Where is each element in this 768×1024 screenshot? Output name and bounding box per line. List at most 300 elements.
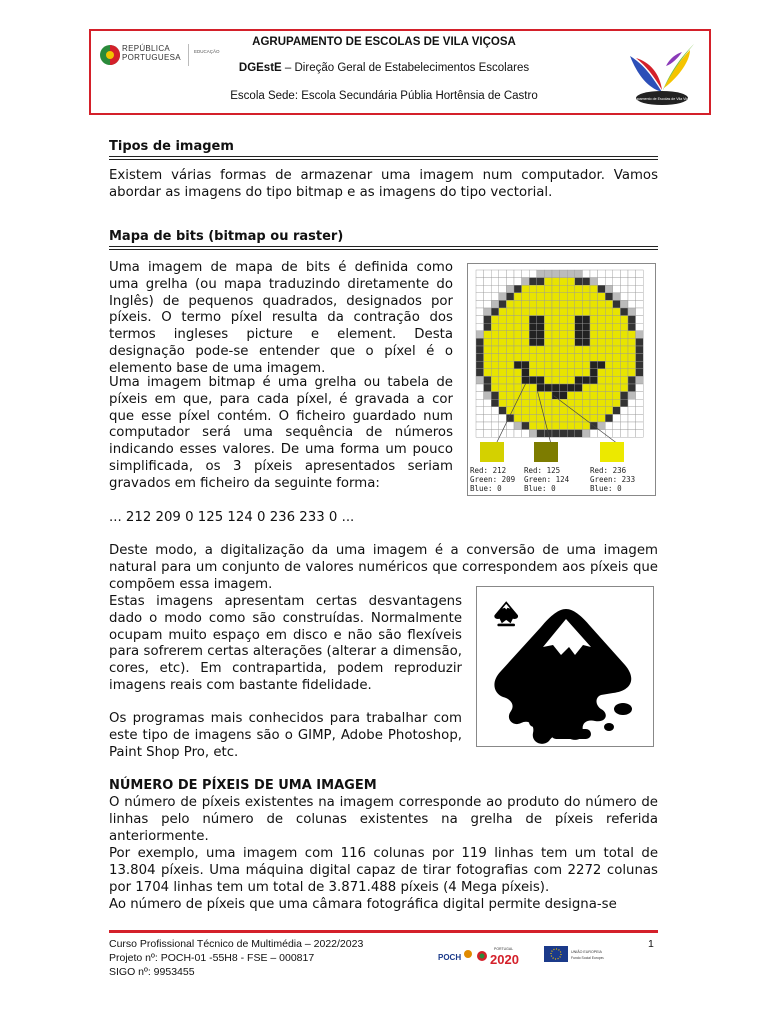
pixel-cell (552, 407, 560, 415)
pixel-cell (544, 399, 552, 407)
disadvantages-paragraph: Estas imagens apresentam certas desvantagens dado o modo como são construídas. Normalmente ocupam muito espaço em disco e não são flexíveis para sofrerem certas alterações (alterar a dimensão, cores, etc). Em contrapartida, podem reproduzir imagens reais com bastante fidelidade. (109, 594, 462, 693)
pixel-cell (514, 407, 522, 415)
pixel-cell (537, 361, 545, 369)
pixel-cell (522, 361, 530, 369)
pixel-cell (575, 354, 583, 362)
pixel-cell (567, 422, 575, 430)
pixel-cell (636, 399, 644, 407)
pixel-cell (529, 316, 537, 324)
pixel-cell (552, 270, 560, 278)
pixel-cell (605, 278, 613, 286)
pixel-cell (590, 369, 598, 377)
pixel-cell (598, 422, 606, 430)
pixel-cell (491, 331, 499, 339)
programs-paragraph: Os programas mais conhecidos para trabalhar com este tipo de imagens são o GIMP, Adobe Photoshop, Paint Shop Pro, etc. (109, 711, 462, 760)
pixel-cell (567, 300, 575, 308)
org-school: Escola Sede: Escola Secundária Públia Hortênsia de Castro (230, 90, 538, 102)
pixel-cell (605, 293, 613, 301)
pixel-cell (560, 392, 568, 400)
pixel-cell (544, 369, 552, 377)
pixel-cell (522, 278, 530, 286)
pixel-cell (628, 285, 636, 293)
pixel-cell (552, 414, 560, 422)
pixel-cell (605, 414, 613, 422)
pixel-cell (514, 361, 522, 369)
pixel-cell (590, 376, 598, 384)
pixel-cell (582, 338, 590, 346)
portugal2020-logo (477, 947, 519, 967)
pixel-cell (613, 414, 621, 422)
pixel-cell (522, 407, 530, 415)
pixel-cell (522, 384, 530, 392)
pixel-cell (575, 392, 583, 400)
pixel-cell (514, 376, 522, 384)
pixel-cell (529, 369, 537, 377)
pixel-cell (560, 430, 568, 438)
pixel-cell (491, 316, 499, 324)
eu-flag-icon (544, 946, 568, 962)
pixel-cell (537, 270, 545, 278)
pixel-cell (544, 308, 552, 316)
pixel-cell (514, 338, 522, 346)
pixel-cell (582, 376, 590, 384)
pixel-cell (529, 414, 537, 422)
pixel-cell (514, 323, 522, 331)
pixel-cell (582, 300, 590, 308)
pixel-cell (506, 422, 514, 430)
pixel-cell (605, 361, 613, 369)
pixel-cell (491, 270, 499, 278)
pixel-cell (522, 376, 530, 384)
pixel-cell (567, 331, 575, 339)
section-rule (109, 246, 658, 250)
pixel-cell (529, 300, 537, 308)
pixel-sample-blue: Blue: 0 (524, 484, 556, 493)
pixel-cell (620, 399, 628, 407)
pixel-cell (476, 369, 484, 377)
pixel-cell (590, 278, 598, 286)
page-number: 1 (648, 938, 654, 950)
pixel-cell (484, 354, 492, 362)
pixel-cell (582, 407, 590, 415)
org-dept-acronym: DGEstE (238, 62, 282, 74)
pixel-cell (529, 278, 537, 286)
pixel-cell (514, 354, 522, 362)
pixel-cell (522, 300, 530, 308)
pixel-cell (567, 293, 575, 301)
pixel-cell (620, 300, 628, 308)
pixel-cell (476, 399, 484, 407)
pixel-cell (499, 331, 507, 339)
pixel-cell (499, 285, 507, 293)
pixel-cell (491, 369, 499, 377)
pixel-cell (544, 331, 552, 339)
pixel-cell (598, 361, 606, 369)
pixel-cell (575, 384, 583, 392)
section-title-bitmap: Mapa de bits (bitmap ou raster) (109, 229, 344, 244)
pixel-cell (575, 331, 583, 339)
pixel-cell (636, 376, 644, 384)
pixel-cell (598, 407, 606, 415)
pixel-cell (506, 300, 514, 308)
pixel-cell (590, 361, 598, 369)
pixel-cell (552, 346, 560, 354)
pixel-cell (613, 430, 621, 438)
pixel-cell (537, 285, 545, 293)
pixel-cell (514, 414, 522, 422)
pixel-cell (522, 414, 530, 422)
pixel-cell (537, 346, 545, 354)
pixel-cell (613, 384, 621, 392)
pixel-cell (628, 361, 636, 369)
pixel-cell (560, 414, 568, 422)
pixel-cell (537, 323, 545, 331)
pixel-cell (575, 430, 583, 438)
pixel-cell (491, 323, 499, 331)
org-name: AGRUPAMENTO DE ESCOLAS DE VILA VIÇOSA (252, 36, 516, 48)
pixel-cell (537, 422, 545, 430)
pixel-cell (620, 331, 628, 339)
pixel-cell (636, 407, 644, 415)
pixel-cell (499, 354, 507, 362)
pixel-cell (636, 346, 644, 354)
pixel-cell (529, 331, 537, 339)
pixel-cell (582, 392, 590, 400)
pixel-cell (567, 354, 575, 362)
eu-label: UNIÃO EUROPEIA (571, 950, 602, 954)
pixel-cell (605, 422, 613, 430)
pixel-cell (476, 316, 484, 324)
pixel-cell (484, 316, 492, 324)
pixel-cell (620, 369, 628, 377)
republic-logo-line1: REPÚBLICA (122, 44, 171, 53)
pixel-cell (544, 270, 552, 278)
pixel-cell (537, 414, 545, 422)
pixel-cell (598, 384, 606, 392)
pixel-cell (582, 316, 590, 324)
pixel-cell (628, 384, 636, 392)
pixel-cell (529, 354, 537, 362)
pixel-cell (567, 308, 575, 316)
pixel-cell (499, 392, 507, 400)
pixel-cell (506, 376, 514, 384)
pixel-cell (491, 346, 499, 354)
pixel-cell (598, 308, 606, 316)
pixel-cell (544, 278, 552, 286)
pixel-cell (567, 270, 575, 278)
pixel-cell (552, 422, 560, 430)
pixel-cell (491, 422, 499, 430)
pixel-cell (491, 414, 499, 422)
pixel-cell (636, 384, 644, 392)
pixel-cell (567, 338, 575, 346)
pixel-cell (620, 323, 628, 331)
pixel-cell (575, 308, 583, 316)
pixel-cell (476, 361, 484, 369)
section-rule (109, 156, 658, 160)
pixel-cell (506, 323, 514, 331)
pixel-cell (613, 270, 621, 278)
pixel-cell (567, 392, 575, 400)
pixel-cell (529, 422, 537, 430)
pixel-cell (636, 316, 644, 324)
pixel-cell (590, 384, 598, 392)
pixel-cell (506, 338, 514, 346)
pixel-cell (575, 414, 583, 422)
section-title-num-pixels: NÚMERO DE PÍXEIS DE UMA IMAGEM (109, 778, 377, 793)
pixel-cell (620, 392, 628, 400)
pixel-cell (598, 270, 606, 278)
pixel-cell (552, 300, 560, 308)
pixel-cell (506, 384, 514, 392)
pixel-cell (499, 323, 507, 331)
pixel-cell (567, 278, 575, 286)
pixel-cell (484, 293, 492, 301)
pixel-cell (514, 384, 522, 392)
pixel-cell (598, 354, 606, 362)
pixel-cell (552, 384, 560, 392)
pixel-example-paragraph: Por exemplo, uma imagem com 116 colunas por 119 linhas tem um total de 13.804 píxeis. Uma máquina digital capaz de tirar fotografias com 2272 colunas por 1704 linhas tem um total de 3.871.488 píxeis (4 Mega píxeis). (109, 846, 658, 895)
pixel-cell (598, 316, 606, 324)
pixel-cell (514, 285, 522, 293)
pixel-cell (484, 323, 492, 331)
pixel-cell (605, 338, 613, 346)
pixel-cell (491, 285, 499, 293)
pixel-cell (491, 308, 499, 316)
pixel-cell (514, 422, 522, 430)
pixel-cell (620, 316, 628, 324)
pixel-cell (544, 376, 552, 384)
pixel-cell (537, 308, 545, 316)
pixel-cell (499, 369, 507, 377)
pixel-cell (636, 293, 644, 301)
republic-logo-line2: PORTUGUESA (122, 53, 181, 62)
pixel-cell (636, 361, 644, 369)
pixel-cell (582, 331, 590, 339)
pixel-cell (514, 392, 522, 400)
pixel-cell (636, 270, 644, 278)
pixel-cell (636, 414, 644, 422)
pixel-cell (529, 392, 537, 400)
pixel-cell (476, 376, 484, 384)
pixel-cell (620, 407, 628, 415)
intro-paragraph: Existem várias formas de armazenar uma imagem num computador. Vamos abordar as imagens do tipo bitmap e as imagens do tipo vectorial. (109, 168, 658, 200)
pixel-cell (598, 369, 606, 377)
pixel-sample-blue: Blue: 0 (470, 484, 502, 493)
pixel-cell (537, 278, 545, 286)
bitmap-smiley-figure (467, 263, 656, 496)
pixel-cell (522, 392, 530, 400)
pixel-cell (529, 338, 537, 346)
pixel-cell (544, 354, 552, 362)
pixel-cell (560, 300, 568, 308)
pixel-cell (590, 316, 598, 324)
pixel-cell (567, 285, 575, 293)
pixel-cell (620, 376, 628, 384)
pixel-sample-red: Red: 212 (470, 466, 507, 475)
pixel-cell (552, 354, 560, 362)
pixel-cell (499, 414, 507, 422)
pixel-cell (499, 308, 507, 316)
pixel-cell (613, 361, 621, 369)
bitmap-storage-paragraph: Uma imagem bitmap é uma grelha ou tabela de píxeis em que, para cada píxel, é gravada a cor que esse píxel contém. O ficheiro guardado num computador será uma sequência de números indicando esses valores. De uma forma um pouco simplificada, os 3 píxeis apresentados seriam gravados em ficheiro da seguinte forma: (109, 375, 453, 491)
pixel-cell (484, 278, 492, 286)
pixel-cell (529, 270, 537, 278)
pixel-cell (560, 338, 568, 346)
pixel-cell (567, 361, 575, 369)
pixel-cell (506, 430, 514, 438)
pixel-cell (544, 392, 552, 400)
pixel-cell (567, 399, 575, 407)
pixel-sample-swatch (600, 442, 624, 462)
pixel-cell (491, 376, 499, 384)
pixel-cell (544, 293, 552, 301)
pixel-cell (605, 430, 613, 438)
pixel-cell (506, 346, 514, 354)
pixel-sample-red: Red: 236 (590, 466, 627, 475)
pixel-cell (620, 285, 628, 293)
pixel-cell (506, 361, 514, 369)
pixel-cell (575, 422, 583, 430)
pixel-cell (590, 430, 598, 438)
pixel-cell (560, 308, 568, 316)
pixel-cell (590, 293, 598, 301)
pixel-cell (499, 346, 507, 354)
pixel-cell (544, 338, 552, 346)
pixel-cell (544, 300, 552, 308)
pixel-cell (582, 278, 590, 286)
pixel-cell (560, 331, 568, 339)
pixel-cell (514, 316, 522, 324)
pixel-cell (628, 278, 636, 286)
pixel-cell (476, 278, 484, 286)
pixel-cell (620, 270, 628, 278)
pixel-cell (613, 422, 621, 430)
pixel-cell (582, 308, 590, 316)
pixel-cell (537, 338, 545, 346)
pixel-cell (506, 308, 514, 316)
pixel-cell (590, 331, 598, 339)
pixel-cell (582, 323, 590, 331)
pixel-sample-swatch (480, 442, 504, 462)
pixel-cell (613, 278, 621, 286)
pixel-cell (636, 354, 644, 362)
pixel-cell (575, 399, 583, 407)
pixel-cell (499, 338, 507, 346)
pixel-cell (628, 354, 636, 362)
pixel-cell (575, 369, 583, 377)
pixel-cell (605, 270, 613, 278)
pixel-cell (582, 354, 590, 362)
pixel-cell (476, 346, 484, 354)
pixel-cell (613, 407, 621, 415)
pixel-cell (620, 354, 628, 362)
pixel-cell (613, 346, 621, 354)
pixel-cell (499, 278, 507, 286)
pixel-cell (529, 361, 537, 369)
portugal2020-number: 2020 (490, 952, 519, 967)
pixel-sample-green: Green: 233 (590, 475, 636, 484)
pixel-cell (506, 369, 514, 377)
pixel-cell (522, 308, 530, 316)
pixel-cell (567, 369, 575, 377)
pixel-cell (537, 376, 545, 384)
pixel-cell (544, 316, 552, 324)
pixel-cell (544, 407, 552, 415)
pixel-cell (605, 376, 613, 384)
pixel-cell (499, 316, 507, 324)
fse-label: Fundo Social Europeu (571, 956, 604, 960)
pixel-cell (590, 414, 598, 422)
pixel-cell (506, 270, 514, 278)
pixel-cell (522, 323, 530, 331)
pixel-cell (484, 384, 492, 392)
pixel-cell (491, 293, 499, 301)
pixel-cell (514, 308, 522, 316)
pixel-cell (552, 376, 560, 384)
pixel-cell (484, 399, 492, 407)
pixel-cell (484, 300, 492, 308)
pixel-cell (605, 384, 613, 392)
pixel-cell (636, 278, 644, 286)
pixel-cell (575, 285, 583, 293)
pixel-cell (537, 331, 545, 339)
pixel-cell (575, 278, 583, 286)
pixel-cell (529, 285, 537, 293)
pixel-cell (598, 323, 606, 331)
pixel-cell (567, 323, 575, 331)
pixel-cell (499, 376, 507, 384)
pixel-cell (636, 300, 644, 308)
pixel-cell (522, 369, 530, 377)
pixel-cell (605, 308, 613, 316)
pixel-cell (620, 308, 628, 316)
pixel-cell (506, 392, 514, 400)
pixel-cell (522, 331, 530, 339)
pixel-cell (552, 293, 560, 301)
pixel-cell (514, 430, 522, 438)
pixel-cell (484, 338, 492, 346)
pixel-cell (560, 354, 568, 362)
pixel-cell (484, 422, 492, 430)
pixel-count-paragraph: O número de píxeis existentes na imagem corresponde ao produto do número de linhas pelo número de colunas existentes na grelha de píxeis referida anteriormente. (109, 795, 658, 844)
pixel-cell (552, 323, 560, 331)
pixel-cell (484, 270, 492, 278)
footer-course: Curso Profissional Técnico de Multimédia – 2022/2023 (109, 938, 364, 950)
pixel-cell (590, 308, 598, 316)
pixel-cell (590, 407, 598, 415)
pixel-cell (544, 361, 552, 369)
poch-dot-icon (464, 950, 472, 958)
pixel-cell (628, 270, 636, 278)
pixel-cell (506, 331, 514, 339)
pixel-cell (529, 308, 537, 316)
pixel-cell (514, 369, 522, 377)
pixel-cell (613, 354, 621, 362)
pixel-cell (476, 331, 484, 339)
pixel-cell (484, 346, 492, 354)
pixel-grid-smiley (468, 264, 655, 495)
pixel-cell (598, 338, 606, 346)
pixel-sample-green: Green: 124 (524, 475, 570, 484)
pixel-cell (476, 422, 484, 430)
pixel-cell (628, 376, 636, 384)
pixel-cell (628, 369, 636, 377)
pixel-cell (522, 285, 530, 293)
pixel-cell (484, 369, 492, 377)
pixel-cell (537, 384, 545, 392)
pixel-cell (522, 270, 530, 278)
